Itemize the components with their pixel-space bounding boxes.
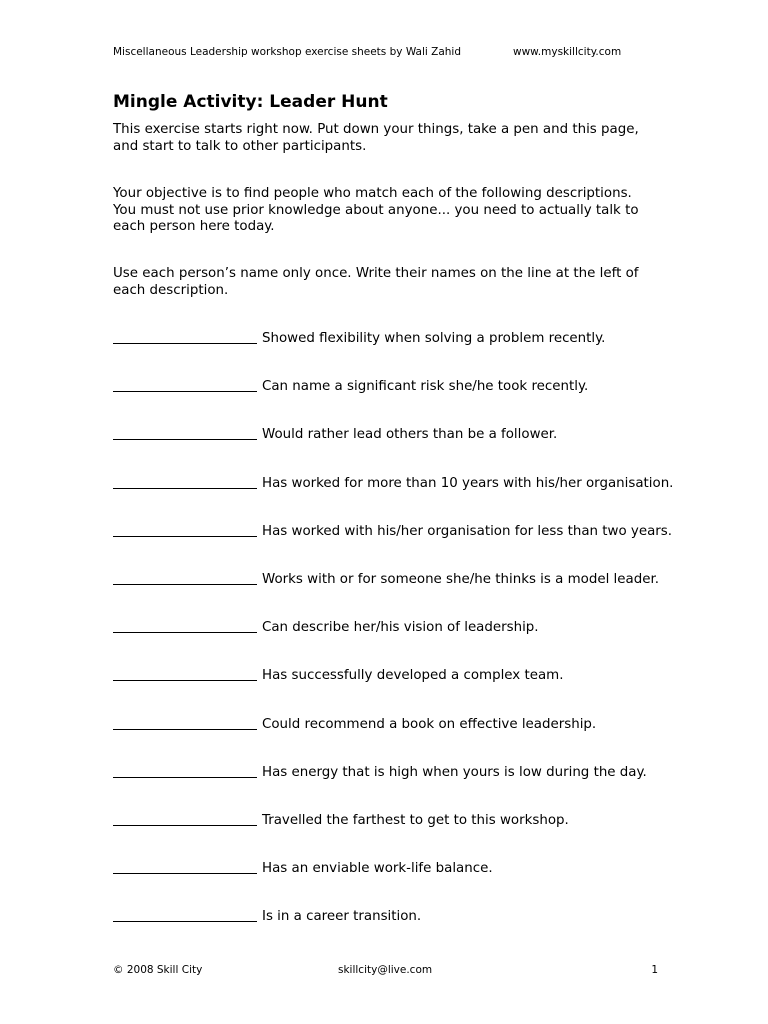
name-blank-line[interactable] [113,812,257,826]
page-title: Mingle Activity: Leader Hunt [113,92,388,112]
objective-paragraph: Your objective is to find people who match each of the following descriptions. You must not use prior knowledge about anyone... you need to actually talk to each person here today. [113,186,639,234]
footer-email-link[interactable]: skillcity@live.com [338,964,433,976]
description-text: Travelled the farthest to get to this workshop. [262,812,569,828]
name-blank-line[interactable] [113,667,257,681]
description-text: Has energy that is high when yours is low during the day. [262,764,647,780]
list-item [113,860,673,908]
name-blank-line[interactable] [113,571,257,585]
description-text: Can name a significant risk she/he took recently. [262,379,589,395]
description-text: Has worked for more than 10 years with his/her organisation. [262,475,674,491]
list-item [113,812,673,860]
description-text: Can describe her/his vision of leadership. [262,620,539,636]
name-blank-line[interactable] [113,716,257,730]
name-blank-line[interactable] [113,860,257,874]
list-item [113,667,673,715]
list-item [113,716,673,764]
page-header [113,46,653,62]
list-item [113,764,673,812]
footer-copyright: © 2008 Skill City [113,964,203,976]
name-blank-line[interactable] [113,764,257,778]
name-blank-line[interactable] [113,523,257,537]
intro-paragraph: This exercise starts right now. Put down your things, take a pen and this page, and start to talk to other participants. [113,122,639,154]
name-blank-line[interactable] [113,908,257,922]
description-text: Could recommend a book on effective leadership. [262,716,597,732]
name-blank-line[interactable] [113,426,257,440]
name-blank-line[interactable] [113,330,257,344]
description-text: Is in a career transition. [262,909,422,925]
header-series-title: Miscellaneous Leadership workshop exercise sheets by Wali Zahid [113,46,461,58]
description-list [113,330,673,956]
description-text: Would rather lead others than be a follower. [262,427,558,443]
description-text: Showed flexibility when solving a problem recently. [262,331,606,346]
list-item [113,523,673,571]
header-website-link[interactable]: www.myskillcity.com [513,46,622,58]
page-number: 1 [651,964,658,976]
instructions-paragraph: Use each person’s name only once. Write their names on the line at the left of each description. [113,266,639,298]
list-item [113,426,673,474]
page-footer [113,964,658,980]
description-text: Works with or for someone she/he thinks is a model leader. [262,571,659,587]
name-blank-line[interactable] [113,619,257,633]
list-item [113,908,673,956]
list-item [113,378,673,426]
description-text: Has an enviable work-life balance. [262,861,493,877]
name-blank-line[interactable] [113,378,257,392]
list-item [113,619,673,667]
list-item [113,475,673,523]
list-item [113,330,673,378]
list-item [113,571,673,619]
name-blank-line[interactable] [113,475,257,489]
description-text: Has successfully developed a complex team. [262,668,564,684]
description-text: Has worked with his/her organisation for less than two years. [262,523,673,539]
